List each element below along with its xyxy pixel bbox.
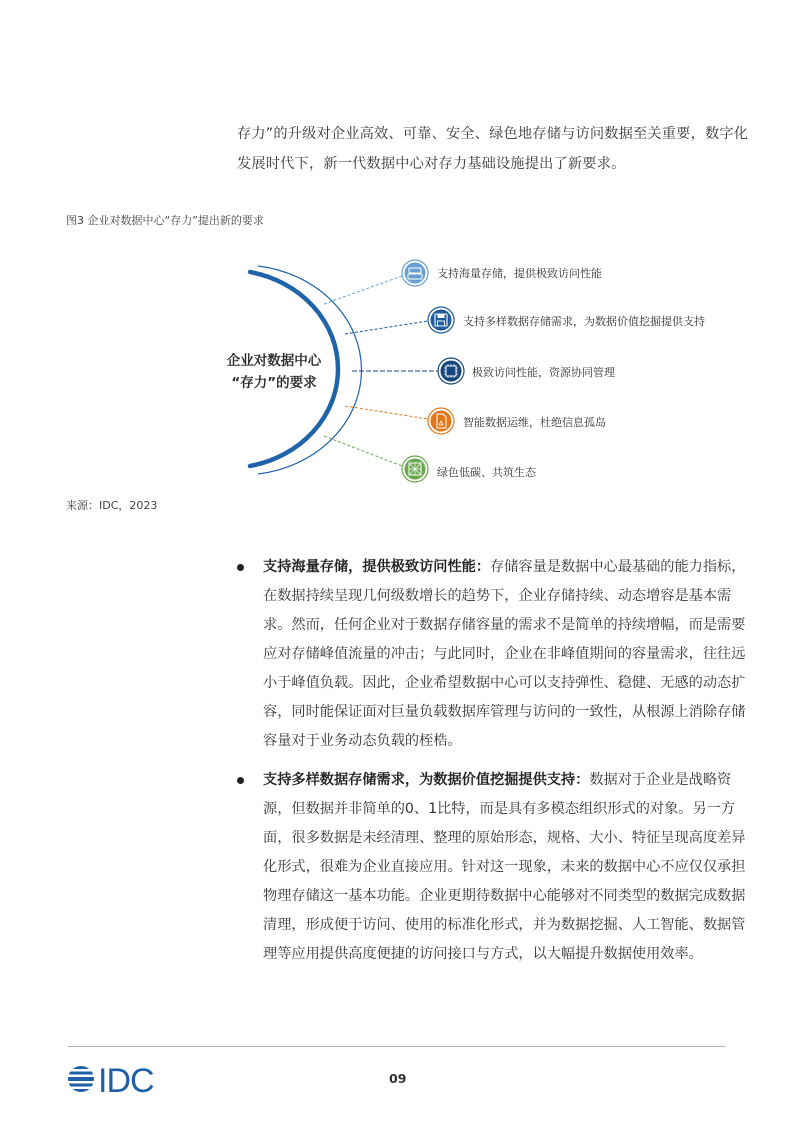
intro-line: 发展时代下，新一代数据中心对存力基础设施提出了新要求。 bbox=[237, 156, 626, 172]
svg-text:IDC: IDC bbox=[98, 1062, 154, 1096]
bullet-line: 化形式，很难为企业直接应用。针对这一现象，未来的数据中心不应仅仅承担 bbox=[263, 859, 746, 875]
requirement-label-1: 支持海量存储，提供极致访问性能 bbox=[437, 267, 602, 280]
center-title-line2: “存力”的要求 bbox=[231, 375, 317, 391]
figure-caption: 图3 企业对数据中心“存力”提出新的要求 bbox=[66, 214, 264, 227]
bullet-item bbox=[237, 766, 746, 969]
bullet-line: 应对存储峰值流量的冲击；与此同时，企业在非峰值期间的容量需求，往往远 bbox=[263, 646, 746, 662]
bullet-line: 小于峰值负载。因此，企业希望数据中心可以支持弹性、稳健、无感的动态扩 bbox=[263, 675, 746, 691]
idc-logo bbox=[68, 1062, 168, 1096]
bullet-dot-icon bbox=[237, 777, 244, 784]
bullet-line: 清理，形成便于访问、使用的标准化形式，并为数据挖掘、人工智能、数据管 bbox=[263, 917, 746, 933]
bullet-title: 支持多样数据存储需求，为数据价值挖掘提供支持： bbox=[263, 772, 590, 788]
bullet-text: 数据对于企业是战略资 bbox=[589, 772, 732, 788]
bullet-title: 支持海量存储，提供极致访问性能： bbox=[263, 559, 491, 575]
bullet-line: 源，但数据并非简单的0、1比特，而是具有多模态组织形式的对象。另一方 bbox=[263, 801, 736, 817]
bullet-line: 在数据持续呈现几何级数增长的趋势下，企业存储持续、动态增容是基本需 bbox=[263, 588, 732, 604]
connector-1 bbox=[324, 276, 402, 304]
cpu-chip-icon bbox=[438, 358, 464, 384]
bullet-text: 存储容量是数据中心最基础的能力指标， bbox=[490, 559, 746, 575]
page-number: 09 bbox=[389, 1071, 407, 1086]
footer-divider bbox=[68, 1046, 726, 1047]
storage-drive-icon bbox=[402, 260, 428, 286]
bullet-first-line bbox=[263, 766, 737, 795]
bullet-line: 物理存储这一基本功能。企业更期待数据中心能够对不同类型的数据完成数据 bbox=[263, 888, 746, 904]
requirement-label-4: 智能数据运维，杜绝信息孤岛 bbox=[463, 416, 606, 429]
diagram-center-title bbox=[218, 350, 330, 394]
bullet-line: 面，很多数据是未经清理、整理的原始形态，规格、大小、特征呈现高度差异 bbox=[263, 830, 746, 846]
idc-logo-icon bbox=[68, 1062, 168, 1096]
requirement-label-2: 支持多样数据存储需求，为数据价值挖掘提供支持 bbox=[463, 315, 705, 328]
green-cooling-icon bbox=[402, 456, 428, 482]
bullet-first-line bbox=[263, 553, 746, 582]
bullet-item bbox=[237, 553, 746, 756]
connector-2 bbox=[345, 321, 428, 334]
connector-5 bbox=[324, 436, 402, 466]
bullet-line: 容量对于业务动态负载的桎梏。 bbox=[263, 733, 462, 749]
connector-4 bbox=[345, 406, 428, 419]
floppy-disk-icon bbox=[428, 307, 454, 333]
figure-source: 来源：IDC，2023 bbox=[66, 499, 158, 512]
bullet-line: 容，同时能保证面对巨量负载数据库管理与访问的一致性，从根源上消除存储 bbox=[263, 704, 746, 720]
intro-line: 存力”的升级对企业高效、可靠、安全、绿色地存储与访问数据至关重要，数字化 bbox=[237, 126, 749, 142]
diagram-graphics bbox=[0, 0, 794, 520]
bullet-list bbox=[237, 553, 746, 979]
requirements-diagram bbox=[0, 0, 794, 520]
bullet-dot-icon bbox=[237, 564, 244, 571]
bullet-line: 求。然而，任何企业对于数据存储容量的需求不是简单的持续增幅，而是需要 bbox=[263, 617, 746, 633]
sd-card-icon bbox=[428, 408, 454, 434]
center-title-line1: 企业对数据中心 bbox=[226, 353, 322, 369]
requirement-label-5: 绿色低碳、共筑生态 bbox=[437, 466, 536, 479]
bullet-line: 理等应用提供高度便捷的访问接口与方式，以大幅提升数据使用效率。 bbox=[263, 946, 703, 962]
requirement-label-3: 极致访问性能，资源协同管理 bbox=[472, 366, 615, 379]
